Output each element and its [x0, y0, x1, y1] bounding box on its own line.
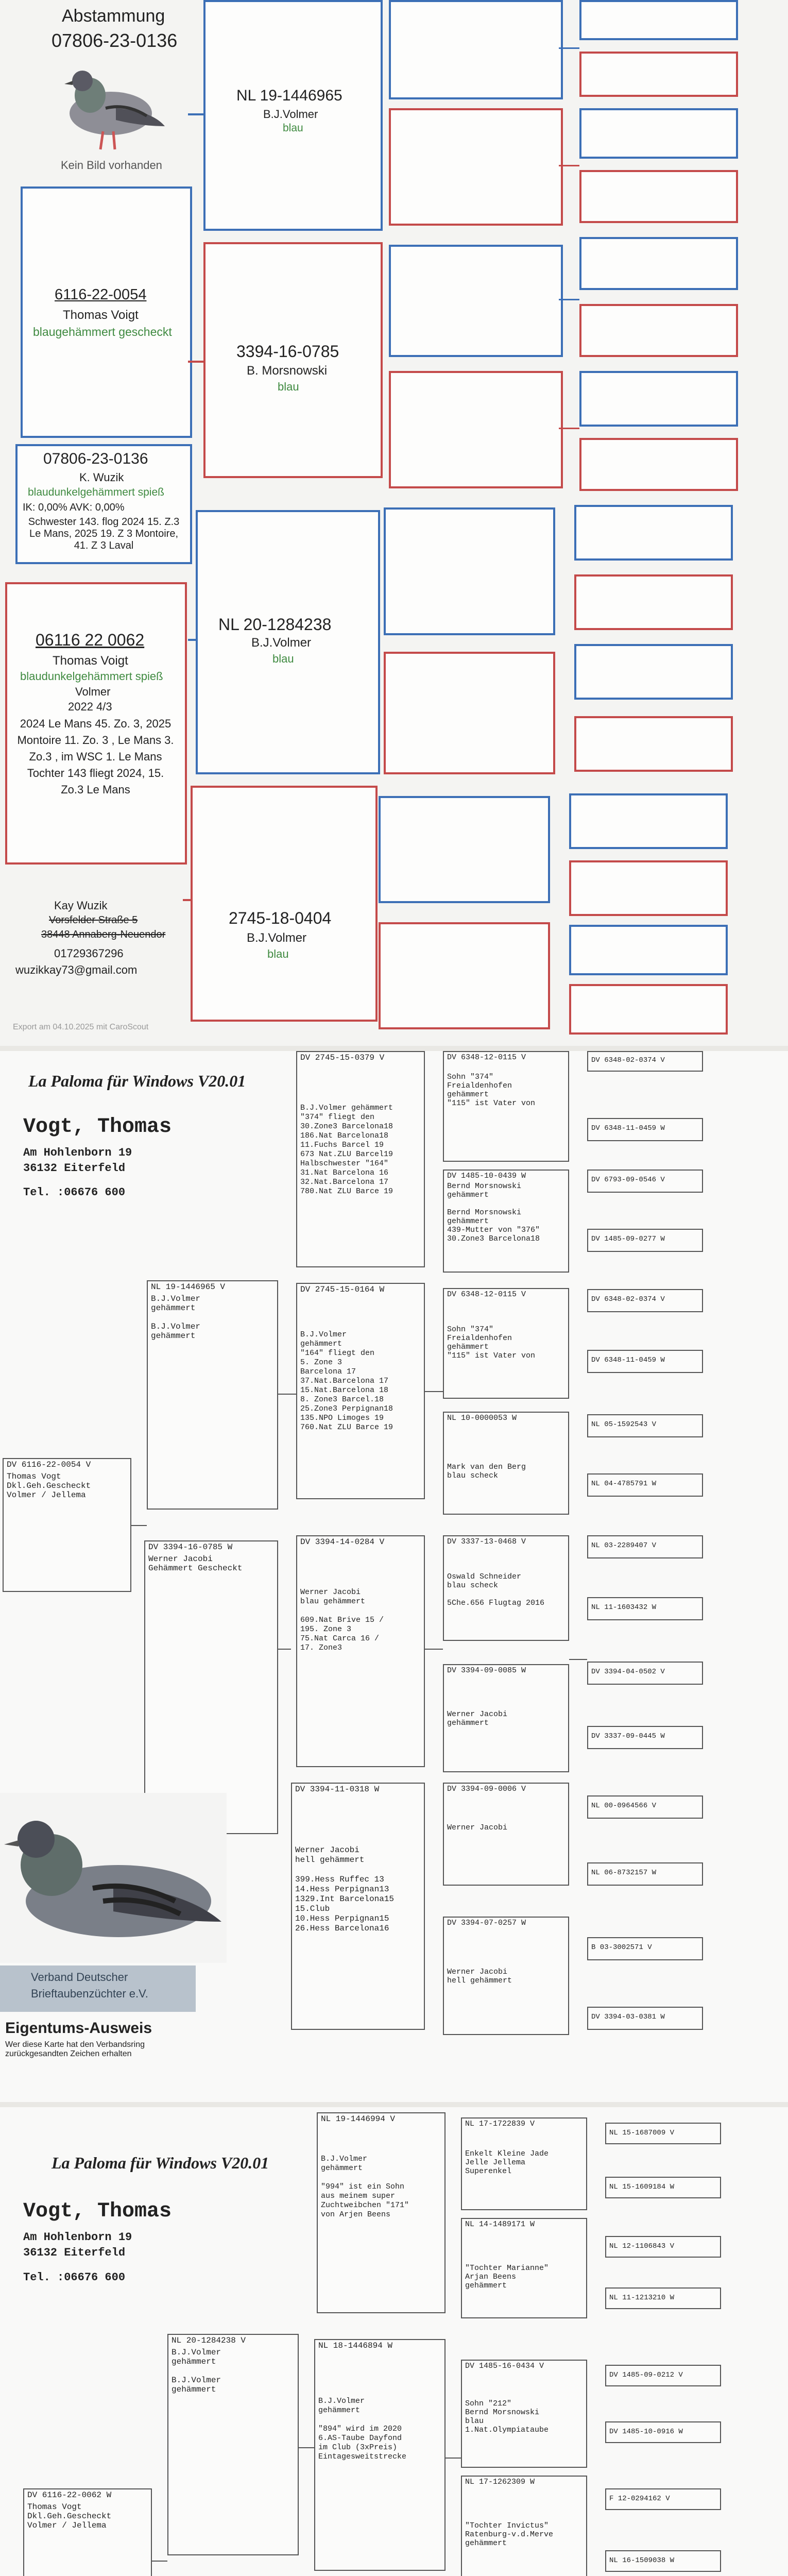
owner-phone: Tel. :06676 600 [23, 2271, 126, 2284]
ggp-ring: NL 17-1262309 W [465, 2478, 535, 2486]
connector-line [299, 2447, 314, 2448]
ggp-box-6[interactable] [443, 1664, 569, 1772]
mother-year: 2022 4/3 [68, 700, 112, 713]
g4-box[interactable] [587, 1414, 703, 1437]
mother-breeder: Volmer [75, 685, 111, 698]
g4-box-8[interactable] [579, 438, 738, 491]
g4-box[interactable] [605, 2421, 721, 2443]
mother-ring: 06116 22 0062 [36, 631, 145, 649]
connector-line [188, 639, 196, 641]
grandfather-top-name: B.J.Volmer [263, 108, 318, 121]
ggp-box-3[interactable] [443, 1288, 569, 1399]
brand-line-1: Verband Deutscher [31, 1971, 128, 1984]
grandmother-bottom-color: blau [267, 947, 289, 960]
g4-box[interactable] [587, 1862, 703, 1886]
g4-box-6[interactable] [579, 304, 738, 357]
ggp-ring: DV 3394-07-0257 W [447, 1919, 526, 1927]
owner-city: 38448 Annaberg-Neuendor [41, 929, 166, 940]
id-card-text: Wer diese Karte hat den Verbandsring zurückgesandten Zeichen erhalten [5, 2040, 145, 2058]
ggp-ring: NL 10-0000053 W [447, 1414, 517, 1422]
father-text: B.J.Volmer gehämmert B.J.Volmer gehämmert [172, 2348, 221, 2394]
subject-box[interactable] [3, 1458, 131, 1592]
g4-ring: NL 11-1603432 W [591, 1603, 657, 1612]
grandparent-ring: NL 18-1446894 W [318, 2341, 393, 2350]
ggp-box-4[interactable] [389, 371, 563, 488]
connector-line [188, 361, 203, 363]
g4-box[interactable] [587, 1350, 703, 1373]
pedigree-card-3 [0, 2107, 788, 2576]
connector-line [559, 428, 579, 429]
ggp-ring: NL 14-1489171 W [465, 2220, 535, 2229]
g4-box-7[interactable] [579, 371, 738, 427]
g4-ring: DV 1485-10-0916 W [609, 2428, 683, 2436]
ggp-box-4[interactable] [461, 2476, 587, 2576]
header-title: Abstammung [62, 6, 165, 26]
subject-color: blaudunkelgehämmert spieß [28, 486, 164, 498]
ggp-text: Sohn "212" Bernd Morsnowski blau 1.Nat.Olympiataube [465, 2399, 549, 2434]
ggp-text: Sohn "374" Freialdenhofen gehämmert "115" ist Vater von [447, 1073, 536, 1108]
g4-box[interactable] [605, 2236, 721, 2258]
grandfather-bottom-ring: NL 20-1284238 [218, 615, 332, 634]
g4-ring: NL 15-1609184 W [609, 2183, 675, 2191]
g4-box[interactable] [587, 1118, 703, 1141]
g4-box[interactable] [587, 1662, 703, 1685]
pedigree-card-1 [0, 0, 788, 1046]
g4-box-11[interactable] [574, 644, 733, 700]
owner-city: 36132 Eiterfeld [23, 1162, 126, 1175]
ggp-ring: DV 3337-13-0468 V [447, 1537, 526, 1546]
brand-banner [0, 1965, 196, 2012]
g4-ring: DV 1485-09-0277 W [591, 1235, 665, 1243]
g4-ring: NL 05-1592543 V [591, 1420, 657, 1429]
g4-box[interactable] [587, 1535, 703, 1558]
mother-notes: 2024 Le Mans 45. Zo. 3, 2025 Montoire 11. Zo. 3 , Le Mans 3. Zo.3 , im WSC 1. Le Mans Tochter 143 fliegt 2024, 15. Zo.3 Le Mans [17, 717, 174, 796]
father-ring: NL 20-1284238 V [172, 2336, 246, 2345]
ggp-text: Enkelt Kleine Jade Jelle Jellema Superenkel [465, 2149, 549, 2176]
ggp-box-8[interactable] [443, 1917, 569, 2035]
owner-name: Vogt, Thomas [23, 1115, 172, 1139]
grandfather-top-box[interactable] [203, 0, 383, 231]
software-title: La Paloma für Windows V20.01 [52, 2154, 269, 2172]
ggp-box-2[interactable] [443, 1170, 569, 1273]
software-title: La Paloma für Windows V20.01 [28, 1072, 246, 1090]
g4-ring: NL 03-2289407 V [591, 1541, 657, 1550]
connector-line [425, 1649, 443, 1650]
grandparent-text: B.J.Volmer gehämmert "164" fliegt den 5. Zone 3 Barcelona 17 37.Nat.Barcelona 17 15.Nat.Barcelona 18 8. Zone3 Barcel.18 25.Zone3 Perpignan18 135.NPO Limoges 19 760.Nat ZLU Barce 19 [300, 1330, 393, 1432]
id-card-title: Eigentums-Ausweis [5, 2020, 152, 2037]
subject-text: Thomas Vogt Dkl.Geh.Gescheckt Volmer / Jellema [7, 1472, 91, 1500]
grandmother-bottom-name: B.J.Volmer [247, 931, 307, 945]
grandparent-box-4[interactable] [291, 1783, 425, 2030]
ggp-ring: DV 3394-09-0006 V [447, 1785, 526, 1793]
pigeon-photo [0, 1793, 227, 1963]
ggp-text: Werner Jacobi gehämmert [447, 1710, 508, 1727]
grandparent-box-3[interactable] [296, 1535, 425, 1767]
father-box[interactable] [21, 187, 192, 438]
pigeon-illustration [54, 59, 167, 157]
grandmother-top-name: B. Morsnowski [247, 364, 328, 378]
g4-box[interactable] [605, 2287, 721, 2309]
g4-ring: DV 6348-11-0459 W [591, 1356, 665, 1364]
grandparent-box-2[interactable] [314, 2339, 446, 2571]
connector-line [569, 1659, 587, 1660]
g4-box[interactable] [587, 1229, 703, 1252]
connector-line [188, 113, 203, 115]
owner-phone: Tel. :06676 600 [23, 1186, 126, 1199]
ggp-ring: DV 1485-10-0439 W [447, 1172, 526, 1180]
g4-ring: DV 1485-09-0212 V [609, 2371, 683, 2379]
father-box[interactable] [167, 2334, 299, 2555]
subject-box[interactable] [23, 2488, 152, 2576]
g4-box-14[interactable] [569, 860, 728, 916]
ggp-box-6[interactable] [384, 652, 555, 774]
father-text: B.J.Volmer gehämmert B.J.Volmer gehämmert [151, 1294, 201, 1341]
grandparent-box-1[interactable] [296, 1051, 425, 1267]
subject-text: Thomas Vogt Dkl.Geh.Gescheckt Volmer / Jellema [27, 2502, 112, 2530]
ggp-box-7[interactable] [443, 1783, 569, 1886]
subject-ring: 07806-23-0136 [43, 450, 148, 467]
ggp-ring: NL 17-1722839 V [465, 2120, 535, 2128]
grandparent-box-1[interactable] [317, 2112, 446, 2313]
g4-box-12[interactable] [574, 716, 733, 772]
g4-box[interactable] [587, 1289, 703, 1312]
g4-box[interactable] [587, 1473, 703, 1497]
grandparent-text: Werner Jacobi hell gehämmert 399.Hess Ruffec 13 14.Hess Perpignan13 1329.Int Barcelona15 15.Club 10.Hess Perpignan15 26.Hess Barcelona16 [295, 1845, 395, 1933]
owner-street: Vorsfelder Straße 5 [49, 914, 138, 926]
ggp-box-2[interactable] [389, 108, 563, 226]
owner-phone: 01729367296 [54, 947, 124, 960]
g4-box-5[interactable] [579, 237, 738, 290]
g4-ring: DV 6793-09-0546 V [591, 1176, 665, 1184]
grandmother-top-color: blau [278, 380, 299, 393]
grandparent-ring: DV 3394-11-0318 W [295, 1785, 380, 1794]
g4-ring: B 03-3002571 V [591, 1943, 652, 1952]
owner-email: wuzikkay73@gmail.com [15, 963, 138, 976]
g4-ring: NL 04-4785791 W [591, 1480, 657, 1488]
ggp-text: Sohn "374" Freialdenhofen gehämmert "115" ist Vater von [447, 1325, 536, 1360]
g4-box[interactable] [605, 2365, 721, 2386]
subject-box[interactable] [15, 444, 192, 564]
mother-text: Werner Jacobi Gehämmert Gescheckt [148, 1554, 243, 1573]
connector-line [152, 2561, 167, 2562]
grandfather-bottom-color: blau [272, 652, 294, 665]
g4-box-2[interactable] [579, 52, 738, 97]
g4-box[interactable] [605, 2123, 721, 2144]
subject-ring: DV 6116-22-0062 W [27, 2490, 112, 2500]
father-ring: NL 19-1446965 V [151, 1282, 226, 1292]
connector-line [278, 1394, 296, 1395]
grandparent-text: B.J.Volmer gehämmert "894" wird im 2020 6.AS-Taube Dayfond im Club (3xPreis) Eintagesweitstrecke [318, 2397, 407, 2461]
g4-ring: DV 3394-03-0381 W [591, 2013, 665, 2021]
ggp-box-3[interactable] [389, 245, 563, 357]
mother-ring: DV 3394-16-0785 W [148, 1543, 233, 1552]
subject-stats: IK: 0,00% AVK: 0,00% [23, 502, 125, 513]
grandfather-bottom-box[interactable] [196, 510, 380, 774]
g4-box[interactable] [587, 1597, 703, 1620]
g4-ring: NL 00-0964566 V [591, 1802, 657, 1810]
ggp-box-5[interactable] [443, 1535, 569, 1641]
g4-box[interactable] [587, 1051, 703, 1072]
ggp-box-7[interactable] [379, 796, 550, 903]
g4-box-4[interactable] [579, 170, 738, 223]
owner-city: 36132 Eiterfeld [23, 2246, 126, 2259]
ggp-ring: DV 1485-16-0434 V [465, 2362, 544, 2370]
brand-line-2: Brieftaubenzüchter e.V. [31, 1987, 148, 2000]
ggp-ring: DV 6348-12-0115 V [447, 1053, 526, 1062]
ggp-box-3[interactable] [461, 2360, 587, 2468]
g4-ring: DV 3394-04-0502 V [591, 1668, 665, 1676]
g4-box-9[interactable] [574, 505, 733, 561]
father-box[interactable] [147, 1280, 278, 1510]
header-ring-number: 07806-23-0136 [52, 30, 178, 51]
owner-street: Am Hohlenborn 19 [23, 1146, 132, 1159]
g4-ring: DV 3337-09-0445 W [591, 1732, 665, 1740]
connector-line [131, 1525, 147, 1526]
grandparent-ring: DV 2745-15-0379 V [300, 1053, 385, 1062]
grandfather-bottom-name: B.J.Volmer [251, 636, 312, 650]
ggp-box-4[interactable] [443, 1412, 569, 1515]
father-color: blaugehämmert gescheckt [33, 325, 172, 338]
g4-ring: DV 6348-02-0374 V [591, 1295, 665, 1303]
g4-box[interactable] [605, 2177, 721, 2198]
ggp-box-5[interactable] [384, 507, 555, 635]
ggp-text: Bernd Morsnowski gehämmert Bernd Morsnowski gehämmert 439-Mutter von "376" 30.Zone3 Barcelona18 [447, 1182, 540, 1243]
grandmother-bottom-box[interactable] [191, 786, 378, 1022]
ggp-box-1[interactable] [443, 1051, 569, 1162]
ggp-ring: DV 3394-09-0085 W [447, 1666, 526, 1675]
owner-street: Am Hohlenborn 19 [23, 2231, 132, 2244]
connector-line [559, 47, 579, 49]
connector-line [278, 1649, 291, 1650]
grandmother-bottom-ring: 2745-18-0404 [229, 909, 332, 927]
g4-box[interactable] [587, 1726, 703, 1749]
subject-ring: DV 6116-22-0054 V [7, 1460, 91, 1469]
ggp-box-2[interactable] [461, 2218, 587, 2318]
g4-ring: NL 12-1106843 V [609, 2242, 675, 2250]
grandparent-ring: DV 3394-14-0284 V [300, 1537, 385, 1547]
mother-name: Thomas Voigt [53, 654, 128, 668]
grandparent-box-2[interactable] [296, 1283, 425, 1499]
grandfather-top-color: blau [283, 122, 303, 134]
g4-ring: NL 11-1213210 W [609, 2294, 675, 2302]
no-image-text: Kein Bild vorhanden [61, 159, 162, 172]
g4-box-10[interactable] [574, 574, 733, 630]
g4-box[interactable] [605, 2550, 721, 2572]
g4-box[interactable] [587, 1795, 703, 1819]
g4-box-1[interactable] [579, 0, 738, 40]
mother-box[interactable] [5, 582, 187, 865]
g4-box[interactable] [587, 2007, 703, 2030]
ggp-box-1[interactable] [389, 0, 563, 99]
grandparent-text: Werner Jacobi blau gehämmert 609.Nat Brive 15 / 195. Zone 3 75.Nat Carca 16 / 17. Zone3 [300, 1588, 384, 1652]
g4-box[interactable] [587, 1170, 703, 1193]
grandparent-ring: NL 19-1446994 V [321, 2114, 396, 2124]
g4-ring: DV 6348-11-0459 W [591, 1124, 665, 1132]
ggp-text: Mark van den Berg blau scheck [447, 1463, 526, 1480]
g4-box-15[interactable] [569, 925, 728, 975]
owner-name: Vogt, Thomas [23, 2200, 172, 2223]
grandparent-text: B.J.Volmer gehämmert "994" ist ein Sohn aus meinem super Zuchtweibchen "171" von Arjen Beens [321, 2155, 409, 2219]
ggp-text: Werner Jacobi [447, 1823, 508, 1832]
pedigree-card-2 [0, 1051, 788, 2102]
ggp-text: "Tochter Marianne" Arjan Beens gehämmert [465, 2264, 549, 2290]
father-name: Thomas Voigt [63, 308, 139, 322]
grandmother-top-box[interactable] [203, 242, 383, 478]
subject-name: K. Wuzik [79, 471, 124, 484]
mother-box[interactable] [144, 1540, 278, 1834]
connector-line [446, 2458, 461, 2459]
g4-box-3[interactable] [579, 108, 738, 159]
ggp-text: Oswald Schneider blau scheck 5Che.656 Flugtag 2016 [447, 1572, 545, 1607]
connector-line [183, 899, 191, 901]
grandparent-text: B.J.Volmer gehämmert "374" fliegt den 30.Zone3 Barcelona18 186.Nat Barcelona18 11.Fuchs Barcel 19 673 Nat.ZLU Barcel19 Halbschwester "164" 31.Nat Barcelona 16 32.Nat.Barcelona 17 780.Nat ZLU Barce 19 [300, 1104, 393, 1196]
grandmother-top-ring: 3394-16-0785 [236, 342, 339, 361]
grandparent-ring: DV 2745-15-0164 W [300, 1285, 385, 1294]
g4-ring: DV 6348-02-0374 V [591, 1056, 665, 1064]
g4-box-13[interactable] [569, 793, 728, 849]
ggp-text: Werner Jacobi hell gehämmert [447, 1968, 512, 1985]
grandfather-top-ring: NL 19-1446965 [236, 87, 342, 104]
ggp-ring: DV 6348-12-0115 V [447, 1290, 526, 1299]
connector-line [559, 165, 579, 166]
connector-line [559, 299, 579, 300]
export-footer: Export am 04.10.2025 mit CaroScout [13, 1023, 149, 1031]
ggp-box-8[interactable] [379, 922, 550, 1029]
subject-notes: Schwester 143. flog 2024 15. Z.3 Le Mans, 2025 19. Z 3 Montoire, 41. Z 3 Laval [28, 516, 180, 551]
g4-box[interactable] [587, 1937, 703, 1960]
g4-ring: NL 16-1509038 W [609, 2556, 675, 2565]
g4-ring: NL 15-1687009 V [609, 2129, 675, 2137]
g4-box-16[interactable] [569, 984, 728, 1035]
connector-line [425, 1391, 443, 1392]
g4-ring: NL 06-8732157 W [591, 1869, 657, 1877]
ggp-text: "Tochter Invictus" Ratenburg-v.d.Merve gehämmert [465, 2521, 554, 2548]
owner-name: Kay Wuzik [54, 899, 108, 912]
father-ring: 6116-22-0054 [55, 286, 147, 303]
g4-ring: F 12-0294162 V [609, 2495, 670, 2503]
mother-color: blaudunkelgehämmert spieß [20, 670, 163, 683]
ggp-box-1[interactable] [461, 2117, 587, 2210]
g4-box[interactable] [605, 2488, 721, 2510]
